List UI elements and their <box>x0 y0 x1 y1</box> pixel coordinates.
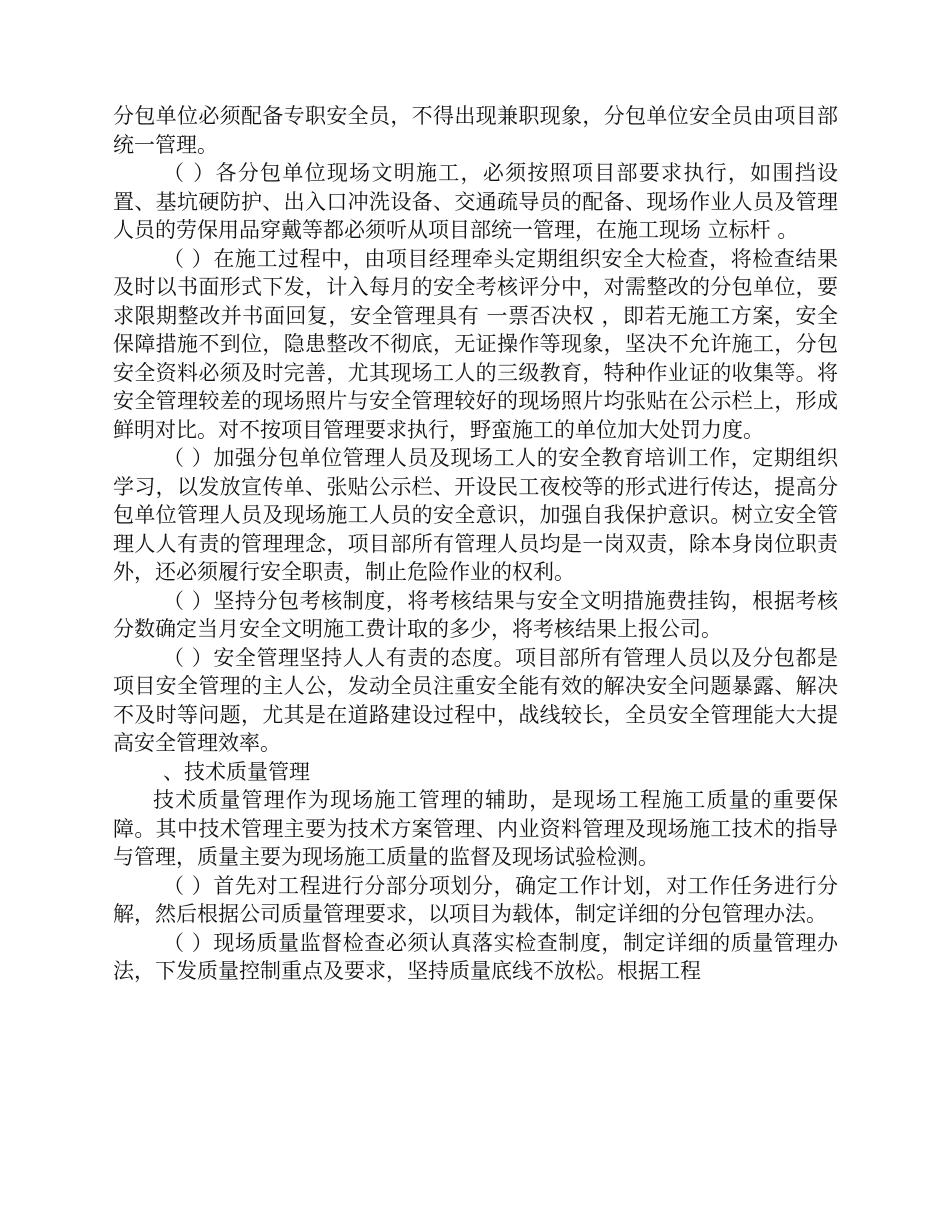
document-page <box>113 102 838 986</box>
paragraph-8: （ ）首先对工程进行分部分项划分，确定工作计划，对工作任务进行分解，然后根据公司质量管理要求，以项目为载体，制定详细的分包管理办法。 <box>113 873 838 926</box>
paragraph-7: 技术质量管理作为现场施工管理的辅助，是现场工程施工质量的重要保障。其中技术管理主要为技术方案管理、内业资料管理及现场施工技术的指导与管理，质量主要为现场施工质量的监督及现场试验检测。 <box>113 788 838 869</box>
paragraph-3: （ ）在施工过程中，由项目经理牵头定期组织安全大检查，将检查结果及时以书面形式下发，计入每月的安全考核评分中，对需整改的分包单位，要求限期整改并书面回复，安全管理具有 一票否决权 ，即若无施工方案，安全保障措施不到位，隐患整改不彻底，无证操作等现象，坚决不允许施工，分包安全资料必须及时完善，尤其现场工人的三级教育，特种作业证的收集等。将安全管理较差的现场照片与安全管理较好的现场照片均张贴在公示栏上，形成鲜明对比。对不按项目管理要求执行，野蛮施工的单位加大处罚力度。 <box>113 246 838 442</box>
paragraph-2: （ ）各分包单位现场文明施工，必须按照项目部要求执行，如围挡设置、基坑硬防护、出入口冲洗设备、交通疏导员的配备、现场作业人员及管理人员的劳保用品穿戴等都必须听从项目部统一管理，在施工现场 立标杆 。 <box>113 161 838 242</box>
section-heading: 、技术质量管理 <box>163 759 310 784</box>
paragraph-4: （ ）加强分包单位管理人员及现场工人的安全教育培训工作，定期组织学习，以发放宣传单、张贴公示栏、开设民工夜校等的形式进行传达，提高分包单位管理人员及现场施工人员的安全意识，加强自我保护意识。树立安全管理人人有责的管理理念，项目部所有管理人员均是一岗双责，除本身岗位职责外，还必须履行安全职责，制止危险作业的权利。 <box>113 446 838 584</box>
paragraph-9: （ ）现场质量监督检查必须认真落实检查制度，制定详细的质量管理办法，下发质量控制重点及要求，坚持质量底线不放松。根据工程 <box>113 930 838 983</box>
paragraph-6: （ ）安全管理坚持人人有责的态度。项目部所有管理人员以及分包都是项目安全管理的主人公，发动全员注重安全能有效的解决安全问题暴露、解决不及时等问题，尤其是在道路建设过程中，战线较长，全员安全管理能大大提高安全管理效率。 <box>113 645 838 755</box>
paragraph-1: 分包单位必须配备专职安全员，不得出现兼职现象，分包单位安全员由项目部统一管理。 <box>113 104 838 157</box>
paragraph-5: （ ）坚持分包考核制度，将考核结果与安全文明措施费挂钩，根据考核分数确定当月安全文明施工费计取的多少，将考核结果上报公司。 <box>113 588 838 641</box>
